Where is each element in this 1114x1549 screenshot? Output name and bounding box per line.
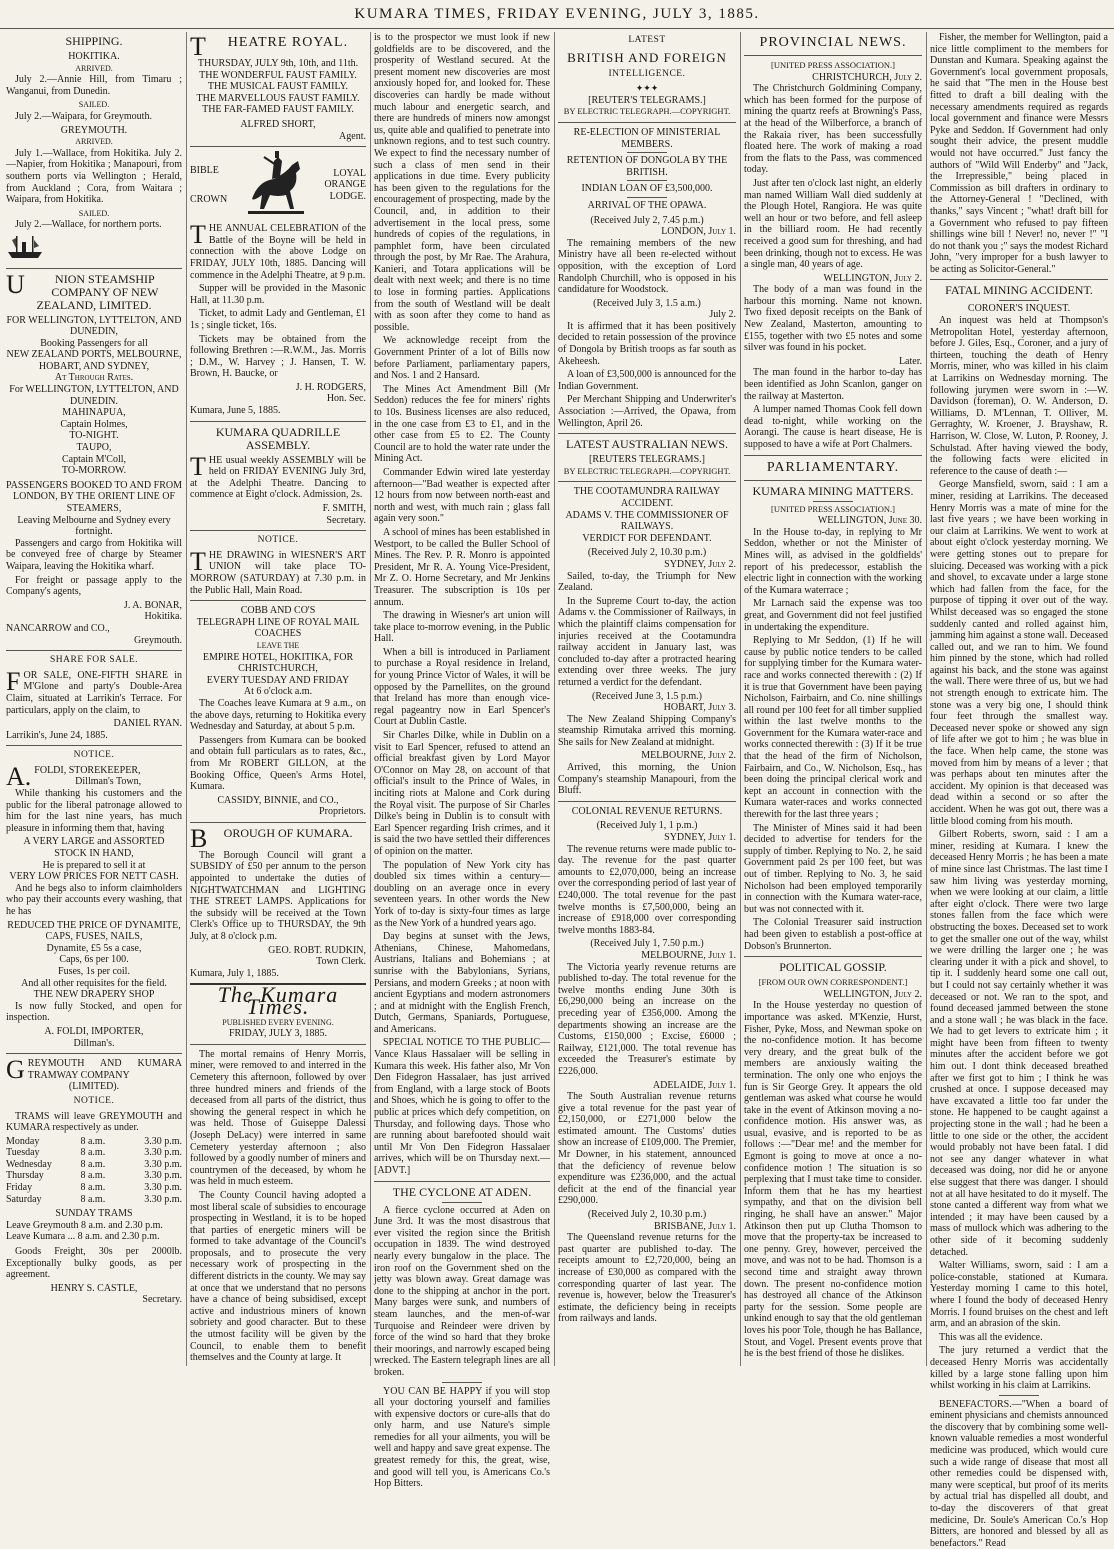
news-paragraph: Sir Charles Dilke, while in Dublin on a visit to Earl Spencer, refused to attend an official breakfast given by Lord Mayor O'Connor on May 28, on account of that official's insult to the Prince of Wales, in inciting riots at Malone and Cork during the Royal visit. The purpose of Sir Charles Dilke's being in Dublin is to consult with Earl Spencer regarding Irish crimes, and it is said the two have settled their differences of opinion on the matter. [374,730,550,857]
news-paragraph: Day begins at sunset with the Jews, Athenians, Chinese, Mahomedans, Austrians, Italians and Bohemians ; at sunrise with the Babylonians, Syrians, Persians, and modern Greeks ; at noon with ancient Egyptians and modern astronomers ; and at midnight with the English French, Dutch, Germans, Spaniards, Portuguese, and Americans. [374,931,550,1035]
agent-bonar: J. A. BONAR, [123,599,182,611]
time-cell: 8 a.m. [80,1147,106,1159]
borough-date: Kumara, July 1, 1885. [190,967,279,979]
subhead: ADAMS V. THE COMMISSIONER OF RAILWAYS. [565,509,729,533]
faust-line: THE WONDERFUL FAUST FAMILY. [199,69,357,81]
subhead: COLONIAL REVENUE RETURNS. [571,805,723,817]
news-paragraph: The Mines Act Amendment Bill (Mr Seddon) reduces the fee for miners' rights to 10s. Business licenses are also reduced, in the one case from £3 to £1, and in the other case from £5 to £2. The County Council are to hold the water rate under the Mining Act. [374,383,550,465]
tram-title: REYMOUTH AND KUMARA TRAMWAY COMPANY [27,1058,182,1081]
reuter-label: [REUTERS TELEGRAMS.] [589,454,705,466]
news-paragraph: The man found in the harbor to-day has been identified as John Scanlon, ganger on the railway at Masterton. [744,367,922,402]
hokitika-sailings: July 2.—Waipara, for Greymouth. [15,110,152,122]
received-line: (Received July 1, 7.50 p.m.) [590,938,704,950]
foldi-importer-town: Dillman's. [73,1037,115,1049]
cobb-signature-title: Proprietors. [319,806,366,818]
foldi-reduced: REDUCED THE PRICE OF DYNAMITE, CAPS, FUSES, NAILS, [7,919,181,943]
drapery-text: Is now fully Stocked, and open for inspection. [6,1000,182,1024]
cyclone-heading: THE CYCLONE AT ADEN. [392,1184,532,1199]
passengers-booked: PASSENGERS BOOKED TO AND FROM LONDON, BY THE ORIENT LINE OF STEAMERS, [6,479,182,514]
subhead: RE-ELECTION OF MINISTERIAL MEMBERS. [573,126,721,150]
divider [930,279,1108,280]
lodge-word: BIBLE [190,164,219,176]
mining-matters-heading: KUMARA MINING MATTERS. [752,483,914,498]
goods-freight: Goods Freight, 30s per 2000lb. Exceptionally bulky goods, as per agreement. [6,1246,182,1281]
shipping-heading: SHIPPING. [65,34,123,48]
time-cell: 8 a.m. [80,1158,106,1170]
subhead: RETENTION OF DONGOLA BY THE BRITISH. [566,155,728,178]
news-paragraph: The revenue returns were made public to-day. The revenue for the past quarter amounts to £2,070,000, being an increase over the corresponding period of last year of £240,000. The total revenue for the past twelve months is £7,500,000, being an increase of £918,000 over corresponding twelve months 1883-84. [558,843,736,936]
divider [190,1044,366,1045]
lodge-word: CROWN [190,194,228,206]
tram-signature-title: Secretary. [142,1294,182,1306]
news-paragraph: The South Australian revenue returns give a total revenue for the past year of £2,150,000, or £271,000 below the estimated amount. The Customs' duties show an increase of £109,000. The Premier, Mr Downer, in his statement, announced that the deficiency of revenue below expenditure was £236,000, and the actual deficit at the end of the financial year £290,000. [558,1091,736,1207]
dateline: WELLINGTON, July 2. [823,272,922,284]
quadrille-text [190,451,366,501]
divider [6,745,182,746]
foldi-fuses: Fuses, 1s per coil. [58,965,130,977]
notice-heading: NOTICE. [257,535,299,546]
foldi-dynamite: Dynamite, £5 5s a case, [46,942,142,954]
dateline: SYDNEY, July 2. [664,558,736,570]
correspondent-label: [FROM OUR OWN CORRESPONDENT.] [758,977,908,988]
boyne-body: HE ANNUAL CELEBRATION of the Battle of the Boyne will be held in connection with the above Lodge on FRIDAY, JULY 10th, 1885. Dancing will commence in the Adelphi Theatre, at 9 p.m. [190,223,366,281]
news-paragraph: When a bill is introduced in Parliament to purchase a Royal residence in Ireland, for young Prince Victor of Wales, it will be opposed by the Parnellites, on the ground that Ireland has more than enough vice-regal pageantry now in Earl Spencer's Court at Dublin Castle. [374,646,550,728]
hokitika-arrivals: July 2.—Annie Hill, from Timaru ; Wanganui, from Dunedin. [6,74,182,97]
time-cell: 3.30 p.m. [144,1193,182,1205]
table-row [6,1194,182,1206]
upa-label: [UNITED PRESS ASSOCIATION.] [771,60,895,70]
column-rule [370,32,371,1366]
news-paragraph: The Minister of Mines said it had been decided to advertise for tenders for the supply of timber. Replying to No. 2, he said Government paid 2s per 100 feet, but was out of timber. Replying to No. 3, he said Nicholson had been employed temporarily in connection with the Kumara water-race, but was not connected with it. [744,822,922,915]
sailed-label: SAILED. [78,208,110,218]
australian-heading: LATEST AUSTRALIAN NEWS. [565,437,729,452]
divider [999,1395,1039,1396]
drop-cap: G [6,1055,25,1085]
divider [442,1202,482,1203]
time-cell: 3.30 p.m. [144,1170,182,1182]
quadrille-signature: F. SMITH, [322,503,366,515]
dateline: HOBART, July 3. [663,702,736,714]
subhead: ARRIVAL OF THE OPAWA. [587,199,707,211]
cobb-every: EVERY TUESDAY AND FRIDAY [206,674,350,686]
lodge-word: LOYAL [333,167,366,179]
drop-cap: F [6,666,21,696]
boyne-date: Kumara, June 5, 1885. [190,405,281,417]
time-cell: 8 a.m. [80,1182,106,1194]
divider-ornament: ✦✦✦ [635,83,659,94]
news-paragraph: The remaining members of the new Ministry have all been re-elected without opposition, with the exception of Lord Randolph Churchill, who is opposed in his candidature for Woodstock. [558,237,736,296]
cobb-line: TELEGRAPH LINE OF ROYAL MAIL COACHES [196,616,360,640]
column-1 [6,32,182,1366]
wiesner-body: HE DRAWING in WIESNER'S ART UNION will take place TO-MORROW (SATURDAY) at 7.30 p.m. in the Public Hall, Main Road. [190,549,366,596]
news-paragraph: The Queensland revenue returns for the past quarter are published to-day. The receipts amount to £2,720,000, being an increase of £30,000 as compared with the corresponding quarter of last year. The revenue is, however, below the Treasurer's estimate, the deficiency being in receipts from railways and lands. [558,1232,736,1325]
news-paragraph: Commander Edwin wired late yesterday afternoon—"Bad weather is expected after 12 hours from now between north-east and north and west, with much rain ; glass fall again very soon." [374,466,550,525]
passengers-cargo: Passengers and cargo from Hokitika will be conveyed free of charge by Steamer Waipara, leaving the Hokitika wharf. [6,537,182,572]
faust-line: THE MUSICAL FAUST FAMILY. [207,81,349,93]
agent-nancarrow-town: Greymouth. [133,634,182,646]
lodge-word: LODGE. [329,190,366,202]
news-paragraph: SPECIAL NOTICE TO THE PUBLIC—Vance Klaus Hassalaer will be selling in Kumara this week. His father also, Mr Von Den Fidegron Hassalaer, has just arrived from England, with a large stock of Boots and Shoes, which he is going to offer to the public at prices which defy competition, on Thursday, and following days. Those who are running about barefooted should wait until Mr Von Den Fidegron Hassalaer arrives, which will be on Thursday next.—[ADVT.] [374,1037,550,1176]
leader-paragraph: The mortal remains of Henry Morris, miner, were removed to and interred in the Cemetery this afternoon, followed by over three hundred miners and friends of the deceased from all parts of the district, thus showing the general respect in which he was held. Those of Guiseppe Dalessi (Joseph DeLacy) were interred in same Cemetery yesterday afternoon ; also followed by a goodly number of miners and countrymen of the deceased, by whom he was held in much esteem. [190,1048,366,1188]
sunday-kumara: Leave Kumara ... 8 a.m. and 2.30 p.m. [6,1231,160,1243]
day-cell: Saturday [6,1193,42,1205]
drapery-heading: THE NEW DRAPERY SHOP [33,989,155,1001]
taupo-captain: Captain M'Coll, [61,453,127,465]
latest-label: LATEST [628,35,666,45]
divider [442,1382,482,1383]
drop-cap: T [190,32,207,61]
boyne-text [190,220,366,281]
time-cell: 3.30 p.m. [144,1147,182,1159]
tram-schedule [6,1136,182,1206]
day-cell: Tuesday [6,1147,40,1159]
subhead: THE COOTAMUNDRA RAILWAY ACCIDENT. [573,486,721,509]
time-cell: 3.30 p.m. [144,1135,182,1147]
column-rule [926,32,927,1366]
table-row [6,1147,182,1159]
foldi-other: And all other requisites for the field. [21,977,167,989]
table-row [6,1170,182,1182]
theatre-agent-title: Agent. [339,130,366,142]
mahinapua-sailing: TO-NIGHT. [69,430,119,442]
divider [999,300,1039,301]
foldi-importer: A. FOLDI, IMPORTER, [44,1025,144,1037]
steamship-icon [6,234,182,264]
column-4 [558,32,736,1366]
wiesner-text [190,546,366,596]
subhead: VERDICT FOR DEFENDANT. [582,532,712,544]
dateline: ADELAIDE, July 1. [652,1079,736,1091]
passengers-leaving: Leaving Melbourne and Sydney every fortnight. [17,514,171,538]
drop-cap: T [190,546,206,576]
cobb-heading: COBB AND CO'S [240,605,316,617]
share-body: OR SALE, ONE-FIFTH SHARE in M'Glone and party's Double-Area Claim, situated at Larrikin's Terrace. For particulars, apply on the claim, to [6,669,182,716]
foldi-title: FOLDI, STOREKEEPER, [34,764,141,776]
sunday-heading: SUNDAY TRAMS [55,1208,133,1220]
greymouth-arrivals: July 1.—Wallace, from Hokitika. July 2.—Napier, from Hokitika ; Manapouri, from southern ports via Wellington ; Herald, from Auckland ; Cora, from Waitara ; Waipara, from Hokitika. [6,147,182,206]
issue-date: FRIDAY, JULY 3, 1885. [228,1028,328,1040]
theatre-title: HEATRE ROYAL. [227,35,349,50]
foldi-prepared: He is prepared to sell it at [42,859,146,871]
cobb-text-2: Passengers from Kumara can be booked and obtain full particulars as to rates, &c., from Mr ROBERT GILLON, at the Booking Office, Queen's Arms Hotel, Kumara. [190,734,366,793]
theatre-heading [190,32,366,61]
table-row [6,1182,182,1194]
news-paragraph: The drawing in Wiesner's art union will take place to-morrow evening, in the Public Hall. [374,610,550,645]
boyne-supper: Supper will be provided in the Masonic Hall, at 11.30 p.m. [190,283,366,306]
news-paragraph: In the House to-day, in replying to Mr Seddon, whether or not the Minister of Mines will, as advised in the goldfields' report of his predecessor, establish the electric light in connection with the working of the Kumara waterrace ; [744,526,922,596]
dateline: SYDNEY, July 1. [664,832,736,844]
advert-text: YOU CAN BE HAPPY if you will stop all your doctoring yourself and families with expensive doctors or cure-alls that do only harm, and use Nature's simple remedies for all your ailments, you will be well and happy and save great expense. The greatest remedy for this, the great, wise, and good will tell you, is Americans Co.'s Hop Bitters. [374,1385,550,1490]
drop-cap: T [190,451,206,481]
subhead: INDIAN LOAN OF £3,500,000. [581,183,713,195]
received-line: (Received July 2, 10.30 p.m.) [587,1209,707,1221]
day-cell: Monday [6,1135,40,1147]
foldi-stock: A VERY LARGE and ASSORTED STOCK IN HAND, [23,836,165,860]
upa-label: [UNITED PRESS ASSOCIATION.] [771,503,895,514]
freight-note: For freight or passage apply to the Company's agents, [6,574,182,598]
divider [744,480,922,481]
lodge-emblem [190,151,366,219]
share-signature: DANIEL RYAN. [113,718,182,730]
notice-heading: NOTICE. [73,750,115,761]
dateline: BRISBANE, July 1. [653,1220,736,1232]
leader-paragraph: The County Council having adopted a most liberal scale of subsidies to encourage prospecting in Westland, it is to be hoped that parties of energetic miners will be formed to take advantage of the Council's proposals, and to prosecute the very necessary work of prospecting in the different districts in the county. We may say at once that we understand that no persons have a chance of being subsidised, except active and industrious miners of known sobriety and good character. But to these the utmost facility will be given by the Council, to enable them to benefit themselves and the County at large. It [190,1189,366,1364]
dateline: WELLINGTON, June 30. [817,515,922,527]
taupo-sailing: TO-MORROW. [61,465,127,477]
leader-paragraph: is to the prospector we must look if new goldfields are to be discovered, and the prosperity of Westland secured. At the present moment new discoveries are most anxiously hoped for, and looked for. These discoveries can hardly be made without much labour and energetic search, and there are hundreds of miners now amongst us, quite able and qualified to penetrate into unknown regions, and to test such country. We expect to find the necessary number of such a class of men send in their applications in due time. Every publicity has been given to the regulations for the encouragement of prospecting, made by the Council, and, in addition to their advertisement in the local press, some hundreds of copies of the regulations, in pamphlet form, have been circulated through the post, by Mr Rae. The Arahura, Kanieri, and Totara applications will be dealt with next week; and there is no time to lose in forming parties. Applications from the south of Westland will be dealt with as soon after they come to hand as possible. [374,32,550,333]
divider [190,600,366,601]
news-paragraph: The body of a man was found in the harbour this morning. Name not known. Two fixed deposit receipts on the Bank of New Zealand, Masterton, amounting to £155, together with two £5 notes and some silver was found in his pocket. [744,284,922,354]
divider [813,501,853,502]
time-cell: 3.30 p.m. [144,1182,182,1194]
tram-limited: (LIMITED). [68,1081,120,1093]
foldi-text: While thanking his customers and the public for the liberal patronage allowed to him for the last nine years, has much pleasure in informing them that, having [6,788,182,834]
lodge-words-right [316,168,366,203]
inquest-heading: CORONER'S INQUEST. [967,303,1071,315]
received-line: (Received July 2, 7.45 p.m.) [590,214,704,226]
usco-ports: NEW ZEALAND PORTS, MELBOURNE, HOBART, AND SYDNEY, [6,349,182,372]
tram-heading [6,1055,182,1085]
divider [558,122,736,123]
news-paragraph: A lumper named Thomas Cook fell down dead to-night, while working on the Aorangi. The cause is heart disease, He is supposed to have a wife at Port Chalmers. [744,404,922,450]
column-rule [554,32,555,1366]
divider [190,421,366,422]
news-paragraph: Walter Williams, sworn, said : I am a police-constable, stationed at Kumara. Yesterday morning I came to this hotel, where I found the body of deceased Henry Morris. I found bruises on the chest and left arm, and an abrasion of the skin. [930,1260,1108,1330]
sunday-greymouth: Leave Greymouth 8 a.m. and 2.30 p.m. [6,1219,163,1231]
divider [6,650,182,651]
usco-routes: FOR WELLINGTON, LYTTELTON, AND DUNEDIN, [6,314,182,338]
news-paragraph: A school of mines has been established in Westport, to be called the Buller School of Mines. The Rev. P. R. Monro is appointed President, Mr R. A. Young Vice-President, Mr Z. O. Horne Secretary, and Mr Jenkins Treasurer. The subscription is 10s per annum. [374,526,550,608]
borough-heading [190,823,366,853]
received-line: (Received July 2, 10.30 p.m.) [587,547,707,559]
theatre-dates: THURSDAY, JULY 9th, 10th, and 11th. [197,58,359,69]
share-text [6,666,182,716]
drop-cap: A. [6,761,32,791]
news-paragraph: Just after ten o'clock last night, an elderly man named William Wall died suddenly at the Plough Hotel, Rangiora. He was quite well an hour or two before, and fell asleep in the billiard room. He had recently received a good sum for threshing, and had been drinking, though not to excess. He was a single man, 40 years of age. [744,177,922,271]
foldi-begs: And he begs also to inform claimholders who pay their accounts every washing, that he has [6,882,182,917]
news-paragraph: The Christchurch Goldmining Company, which has been formed for the purpose of mining the quartz reefs at Browning's Pass, at the head of the Wilberforce, a branch of the Rakaia river, has been successfully floated here. The work of making a road from the flats to the Pass, was commenced today. [744,83,922,176]
boyne-tickets-2: Tickets may be obtained from the following Brethren :—R.W.M., Jas. Morris ; D.M., W. Harvey ; J. Hansen, T. W. Brown, H. Baucke, or [190,333,366,380]
divider [744,956,922,957]
news-paragraph: It is affirmed that it has been positively decided to retain possession of the province of Dongola by British troops as far south as Akeheesh. [558,320,736,367]
news-paragraph: The population of New York city has doubled six times within a century—doubling on an average once in every seventeen years. In other words the New York of to-day is sixty-four times as large as the New York of a hundred years ago. [374,859,550,929]
divider [627,180,667,181]
intelligence-label: INTELLIGENCE. [608,68,686,79]
foldi-prices: VERY LOW PRICES FOR NETT CASH. [9,871,179,883]
dateline: LONDON, July 1. [661,226,736,238]
port-greymouth: GREYMOUTH. [60,124,128,136]
news-paragraph: A loan of £3,500,000 is announced for the Indian Government. [558,369,736,392]
news-paragraph: In the House yesterday no question of importance was asked. M'Kenzie, Hurst, Fisher, Pyke, Moss, and Newman spoke on the no-confidence motion. It has become very dreary, and the great bulk of the members are anxiously waiting the termination. The only one who enjoys the fun is Sir George Grey. It appears the old gentleman was asked what course he would take in the event of Atkinson moving a no-confidence motion. His answer was, as usual, evasive, and is reported to be as follows :—"Dear me! and the member for Egmont is going to move at once a no-confidence motion ! The situation is so perplexing that I must take time to consider. Inform them that he has my heartiest sympathy, and that on the division bell ringing, he shall have an answer." Major Atkinson then put up Clutha Thomson to move that the property-tax be increased to one penny. Grey, however, perceived the move, and was not to be had. Thomson is a second time and straight away thrown down. The present no-confidence motion has destroyed all chance of the Atkinson party for the session. Some people are unkind enough to say that the old gentleman loves his poor Tole, though he has Ballance, Stout, and Vogel. Present events prove that he is the best friend of those he dislikes. [744,1000,922,1360]
news-paragraph: An inquest was held at Thompson's Metropolitan Hotel, yesterday afternoon, before J. Giles, Esq., Coroner, and a jury of thirteen, touching the death of Henry Morris, miner, who was killed in his claim at Larrikins on Wednesday morning. The following jurymen were sworn in :—W. Davidson (foreman), O. W. Anderson, D. Williams, D. M'Lennan, T. Olliver, M. Gerraghty, W. Kroener, J. Brayshaw, R. Harrison, W. Close, W. Luton, P. Rooney, J. Schulstad. After having viewed the body, the following facts were elicited in reference to the cause of death :— [930,315,1108,477]
news-paragraph: The jury returned a verdict that the deceased Henry Morris was accidentally killed by a large stone falling upon him whilst working in his claim at Larrikins. [930,1345,1108,1392]
electric-label: BY ELECTRIC TELEGRAPH.—COPYRIGHT. [563,106,731,117]
borough-signature-title: Town Clerk. [316,956,366,968]
reuter-label: [REUTER'S TELEGRAMS.] [588,94,706,106]
port-hokitika: HOKITIKA. [68,51,120,62]
news-paragraph: We acknowledge receipt from the Government Printer of a lot of Bills now before Parliament, parliamentary papers, and Nos. 1 and 2 Hansard. [374,335,550,382]
published-line: PUBLISHED EVERY EVENING. [222,1017,334,1027]
parliamentary-heading: PARLIAMENTARY. [766,459,900,475]
tram-signature: HENRY S. CASTLE, [50,1282,138,1294]
tram-text: TRAMS will leave GREYMOUTH and KUMARA respectively as under. [6,1110,182,1134]
divider [558,801,736,802]
news-paragraph: Gilbert Roberts, sworn, said : I am a miner, residing at Kumara. I knew the deceased Henry Morris ; he has been a mate of mine since last Christmas. The last time I saw him living was yesterday morning, when we were looking at our claim, a little after eight o'clock. There were two large stones fallen from the face which were obstructing the boxes. Deceased set to work to get the smaller one out of the way, whilst we were drilling the larger one ; he was clearing under it with a pick and shovel, to tip it. I suddenly heard some one call out, but I could not say certainly whether it was deceased or not. We ran to the spot, and found deceased jammed between the stone and a stone wall ; he was black in the face. We had to get levers to extricate him ; it might have been from fifteen to twenty minutes after the accident before we got him out. I dont think deceased breathed after we first got to him ; I think he was crushed at once. I suppose deceased may have excavated a little too far under the stone. He happened to be caught against a projecting stone in the wall ; had he been a little to one side or the other, the accident would probably not have been fatal. I did not see any danger whatever in what deceased was doing, nor did he or anyone else suggest that there was danger. I should not at all have hesitated to do it myself. The stone canted a different way from what we intended ; it may have been caused by a mass of mullock which was adhering to the other side of it becoming suddenly detached. [930,829,1108,1258]
divider [190,146,366,147]
share-date: Larrikin's, June 24, 1885. [6,729,108,741]
news-paragraph: Per Merchant Shipping and Underwriter's Association :—Arrived, the Opawa, from Wellington, April 26. [558,394,736,429]
drop-cap: T [190,220,206,250]
dateline: MELBOURNE, July 1. [641,949,736,961]
borough-signature: GEO. ROBT. RUDKIN, [268,944,366,956]
cobb-time: At 6 o'clock a.m. [243,686,313,698]
arrived-label: ARRIVED. [75,137,113,147]
dateline: July 2. [709,309,736,321]
received-line: (Received July 3, 1.5 a.m.) [593,297,701,309]
foldi-caps: Caps, 6s per 100. [59,954,129,966]
advert-text: BENEFACTORS.—"When a board of eminent physicians and chemists announced the discovery that by combining some well-known valuable remedies a most wonderful medicine was produced, which would cure such a wide range of disease that most all other remedies could be dispensed with, many were sceptical, but proof of its merits by actual trial has dispelled all doubt, and to-day the discoverers of that great medicine, Dr. Soule's American Co.'s Hop Bitters, are honored and blessed by all as benefactors." Read [930,1398,1108,1549]
day-cell: Thursday [6,1170,44,1182]
column-rule [186,32,187,1366]
faust-line: THE MARVELLOUS FAUST FAMILY. [196,92,360,104]
divider [744,55,922,56]
usco-rates: At Through Rates. [54,372,134,384]
divider [627,152,667,153]
divider [558,481,736,482]
news-paragraph: In the Supreme Court to-day, the action Adams v. the Commissioner of Railways, in which the plaintiff claims compensation for injuries received at the Cootamundra railway accident in January last, was concluded to-day after a protracted hearing extending over three weeks. The jury returned a verdict for the defendant. [558,595,736,688]
quadrille-signature-title: Secretary. [326,514,366,526]
cobb-text: The Coaches leave Kumara at 9 a.m., on the above days, returning to Hokitika every Wednesday and Saturday, at about 5 p.m. [190,697,366,733]
dateline: CHRISTCHURCH, July 2. [812,71,922,83]
agent-bonar-town: Hokitika. [144,611,182,623]
ship-taupo: TAUPO, [76,442,112,454]
news-paragraph: Sailed, to-day, the Triumph for New Zealand. [558,570,736,594]
mahinapua-captain: Captain Holmes, [60,418,128,430]
divider [558,433,736,434]
dateline: MELBOURNE, July 2. [641,750,736,762]
time-cell: 8 a.m. [80,1193,106,1205]
divider [190,530,366,531]
divider [374,1181,550,1182]
usco-title: NION STEAMSHIP COMPANY OF NEW ZEALAND, LIMITED. [36,271,159,312]
borough-title: OROUGH OF KUMARA. [223,825,353,840]
quadrille-body: HE usual weekly ASSEMBLY will be held on FRIDAY EVENING July 3rd, at the Adelphi Theatre. Dancing to commence at Eight o'clock. Admission, 2s. [190,454,366,501]
column-rule [740,32,741,1366]
news-paragraph: The Colonial Treasurer said instruction had been given to establish a post-office at Dobson's Brunnerton. [744,917,922,952]
time-cell: 8 a.m. [80,1135,106,1147]
usco-for-2: For WELLINGTON, LYTTELTON, AND DUNEDIN. [9,384,179,407]
boyne-tickets: Ticket, to admit Lady and Gentleman, £1 1s ; single ticket, 16s. [190,308,366,331]
table-row [6,1136,182,1148]
day-cell: Wednesday [6,1158,52,1170]
boyne-signature-title: Hon. Sec. [326,393,366,405]
quadrille-heading: KUMARA QUADRILLE ASSEMBLY. [215,424,341,452]
received-line: (Received July 1, 1 p.m.) [596,820,698,832]
ship-mahinapua: MAHINAPUA, [62,407,126,419]
foldi-town: Dillman's Town, [75,776,142,788]
divider [6,1053,182,1054]
borough-text: The Borough Council will grant a SUBSIDY of £50 per annum to the person appointed to undertake the duties of NIGHTWATCHMAN and LIGHTING THE STREET LAMPS. Applications for the subsidy will be received at the Town Clerk's Office up to THURSDAY, the 9th July, at 8 o'clock p.m. [190,849,366,943]
dateline: WELLINGTON, July 2. [823,988,922,1000]
time-cell: 8 a.m. [80,1170,106,1182]
cyclone-text: A fierce cyclone occurred at Aden on June 3rd. It was the most disastrous that ever visited the region since the British occupation in 1839. The wind destroyed nearly every bungalow in the place. The iron roof on the Government shed on the jetty was blown away. Great damage was done to the shipping at anchor in the port. Many barges were sunk, and numbers of steam launches, and the men-of-war Turquoise and Reindeer were driven by force of the wind so hard that they broke their moorings, and narrowly escaped being wrecked. The Eastern telegraph lines are all broken. [374,1204,550,1378]
share-heading: SHARE FOR SALE. [50,655,138,666]
news-paragraph: Fisher, the member for Wellington, paid a nice little compliment to the members for Dunstan and Kumara. Speaking against the Government's local government proposals, he said that "The men in the House best fitted to draft a bill dealing with the necessary amendments required as regards local government and finance were Messrs Pyke and Seddon. If Government had only sought their advice, the present muddle would not have occurred." Just fancy the authors of "Wild Will Enderby" and "Jack, the Irrepressible," being placed in Commission as bill drafters in ordinary to the Attorney-General ! "Declined, with thanks," says Vincent ; "what! draft bill for a Government who refused to pay fifteen shillings wine bill ! Never! no, never !" "I do not thank you ;" says the modest Richard John, "very improper for a bush lawyer to be acting as Solicitor-General." [930,32,1108,275]
table-row [6,1159,182,1171]
tram-notice: NOTICE. [73,1095,115,1106]
arrived-label: ARRIVED. [75,63,113,73]
news-paragraph: The Victoria yearly revenue returns are published to-day. The total revenue for the twelve months ending June 30th is £6,290,000 being an increase on the preceding year of £356,000. Among the departments showing an increase are the Customs, £150,000 ; Excise, £6000 ; Railway, £121,000. The total revenue has exceeded the Treasurer's estimate by £226,000. [558,961,736,1077]
electric-label: BY ELECTRIC TELEGRAPH.—COPYRIGHT. [563,465,731,476]
day-cell: Friday [6,1182,33,1194]
news-paragraph: This was all the evidence. [939,1331,1043,1343]
divider [190,822,366,823]
news-paragraph: Mr Larnach said the expense was too great, and Government did not feel justified in undertaking the expenditure. [744,598,922,633]
drop-cap: B [190,823,208,853]
masthead: KUMARA TIMES, FRIDAY EVENING, JULY 3, 1885. [0,0,1114,29]
received-line: (Received June 3, 1.5 p.m.) [592,690,702,702]
sailed-label: SAILED. [78,100,110,110]
horseman-icon [240,151,312,219]
divider [744,455,922,456]
news-paragraph: George Mansfield, sworn, said : I am a miner, residing at Larrikins. The deceased Henry Morris was a mate of mine for the last five years ; we have been working in our claim at Larrikins. We went to work at about eight o'clock yesterday morning. We were getting stones out to prepare for sluicing. Deceased was working with a pick and shovel, to excavate under a large stone which had fallen from the face, for the purpose of tipping it over out of the way. Whilst deceased was so engaged the stone suddenly canted and rolled against him, jamming him against a stone wall. Deceased called out, and we ran to him. We found him pinned by the stone, which had rolled against his back, and the stone was against the wall. There were three of us, but we had not strength enough to extricate him. The stone was a very big one, I should think four feet through the smallest way. Deceased never spoke or showed any sign of life after we got to him ; he was blue in the face. When help came, the stone was moved from him by means of a lever ; that was perhaps about ten minutes after the accident. My opinion is that deceased was dead within a second or so after the accident. When he was got out, there was a little blood coming from his mouth. [930,479,1109,827]
drop-cap: U [6,269,25,299]
cobb-signature: CASSIDY, BINNIE, and CO., [217,794,339,806]
fatal-accident-heading: FATAL MINING ACCIDENT. [945,283,1093,298]
column-5 [744,32,922,1366]
paper-title: The Kumara Times. [217,982,339,1019]
greymouth-sailings: July 2.—Wallace, for northern ports. [15,219,162,231]
cobb-leave: LEAVE THE [256,640,300,650]
theatre-agent-name: ALFRED SHORT, [240,118,316,130]
time-cell: 3.30 p.m. [144,1158,182,1170]
column-3 [374,32,550,1490]
divider [6,268,182,269]
later-label: Later. [898,355,922,367]
faust-line: THE FAR-FAMED FAUST FAMILY. [202,104,354,116]
lodge-word: ORANGE [324,179,366,191]
column-6 [930,32,1109,1549]
divider [627,197,667,198]
boyne-signature: J. H. RODGERS, [295,381,366,393]
usco-heading [6,269,182,312]
provincial-heading: PROVINCIAL NEWS. [759,35,907,50]
agent-nancarrow: NANCARROW and CO., [6,622,110,634]
lodge-words-left [190,165,236,206]
news-paragraph: Replying to Mr Seddon, (1) If he will cause by public notice tenders to be called for supplying timber for the Kumara water-race and works connected therewith : (2) If it is true that Government have been paying Nicholson, Fairbairn, and Co. nine shillings all round per 100 feet for all timber supplied within the last twelve months to the Government for the Kumara water-race and works connected therewith : (3) If it be true that the head of the firm of Nicholson, Fairbairn, and Co., W. Nicholson, Esq., has been doing the principal clerical work and kept an account in connection with the Kumara water-races and works connected therewith for the last three years ; [744,635,922,821]
bfi-heading: BRITISH AND FOREIGN [567,49,727,65]
usco-booking: Booking Passengers for all [40,337,148,349]
cobb-empire: EMPIRE HOTEL, HOKITIKA, FOR CHRISTCHURCH, [202,651,354,675]
column-2 [190,32,366,1366]
political-gossip-heading: POLITICAL GOSSIP. [779,960,887,975]
news-paragraph: Arrived, this morning, the Union Company's steamship Manapouri, from the Bluff. [558,762,736,797]
news-paragraph: The New Zealand Shipping Company's steamship Rimutaka arrived this morning. She sails for New Zealand at midnight. [558,713,736,748]
